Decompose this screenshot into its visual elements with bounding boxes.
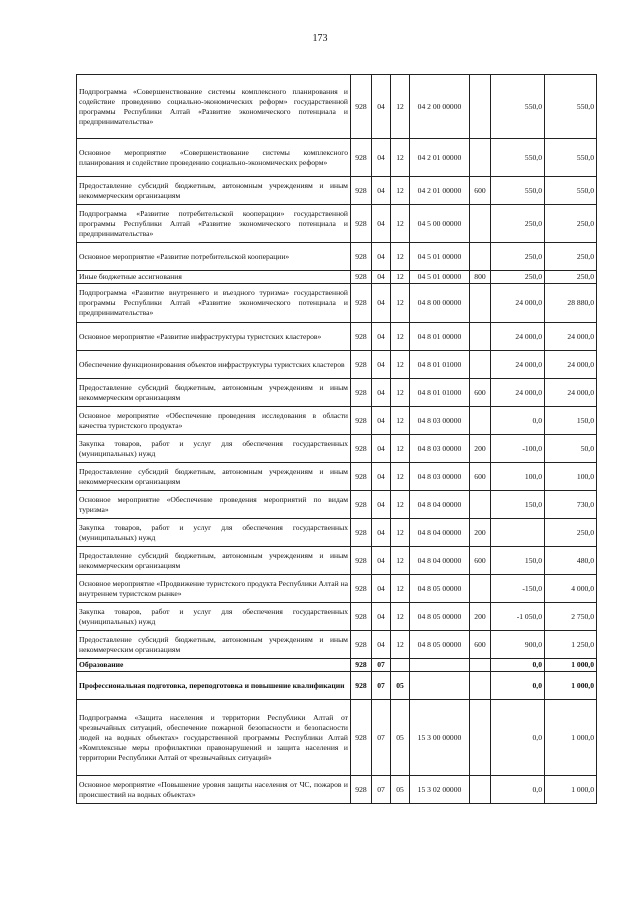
row-section-code: 04 bbox=[372, 75, 391, 139]
row-name: Предоставление субсидий бюджетным, автономным учреждениям и иным некоммерческим организациям bbox=[77, 177, 351, 205]
row-change-amount: 250,0 bbox=[491, 243, 545, 271]
row-expense-type bbox=[470, 323, 491, 351]
row-target-article: 04 8 04 00000 bbox=[410, 519, 470, 547]
table-row bbox=[77, 672, 597, 700]
budget-table bbox=[76, 74, 597, 804]
row-subsection-code: 12 bbox=[391, 243, 410, 271]
row-total-amount: 550,0 bbox=[545, 75, 597, 139]
row-subsection-code: 12 bbox=[391, 603, 410, 631]
row-target-article: 04 8 00 00000 bbox=[410, 284, 470, 323]
row-name: Профессиональная подготовка, переподготовка и повышение квалификации bbox=[77, 672, 351, 700]
row-change-amount: 150,0 bbox=[491, 491, 545, 519]
row-total-amount: 150,0 bbox=[545, 407, 597, 435]
table-row bbox=[77, 463, 597, 491]
row-target-article: 15 3 00 00000 bbox=[410, 700, 470, 776]
row-subsection-code: 12 bbox=[391, 379, 410, 407]
row-expense-type bbox=[470, 243, 491, 271]
table-row bbox=[77, 547, 597, 575]
row-subsection-code: 12 bbox=[391, 575, 410, 603]
row-gr-code: 928 bbox=[351, 672, 372, 700]
row-section-code: 04 bbox=[372, 205, 391, 243]
row-subsection-code: 12 bbox=[391, 351, 410, 379]
row-change-amount: -100,0 bbox=[491, 435, 545, 463]
row-total-amount: 1 000,0 bbox=[545, 776, 597, 804]
row-total-amount: 480,0 bbox=[545, 547, 597, 575]
row-section-code: 04 bbox=[372, 491, 391, 519]
row-name: Подпрограмма «Совершенствование системы комплексного планирования и содействие проведению социально-экономических реформ» государственной программы Республики Алтай «Развитие экономического потенциала и предпринимательства» bbox=[77, 75, 351, 139]
row-change-amount: 250,0 bbox=[491, 271, 545, 284]
table-row bbox=[77, 700, 597, 776]
table-row bbox=[77, 75, 597, 139]
row-expense-type bbox=[470, 351, 491, 379]
row-section-code: 04 bbox=[372, 139, 391, 177]
row-total-amount: 730,0 bbox=[545, 491, 597, 519]
row-expense-type: 600 bbox=[470, 631, 491, 659]
row-total-amount: 28 880,0 bbox=[545, 284, 597, 323]
row-target-article: 04 2 01 00000 bbox=[410, 139, 470, 177]
table-row bbox=[77, 631, 597, 659]
row-subsection-code: 05 bbox=[391, 776, 410, 804]
row-name: Основное мероприятие «Обеспечение проведения исследования в области качества туристского продукта» bbox=[77, 407, 351, 435]
row-change-amount: 0,0 bbox=[491, 672, 545, 700]
row-gr-code: 928 bbox=[351, 575, 372, 603]
table-row bbox=[77, 177, 597, 205]
row-target-article: 04 5 00 00000 bbox=[410, 205, 470, 243]
row-target-article: 04 8 03 00000 bbox=[410, 463, 470, 491]
row-total-amount: 250,0 bbox=[545, 205, 597, 243]
table-row bbox=[77, 519, 597, 547]
row-gr-code: 928 bbox=[351, 351, 372, 379]
row-expense-type bbox=[470, 659, 491, 672]
row-gr-code: 928 bbox=[351, 205, 372, 243]
row-name: Подпрограмма «Развитие потребительской кооперации» государственной программы Республики Алтай «Развитие экономического потенциала и предпринимательства» bbox=[77, 205, 351, 243]
row-section-code: 04 bbox=[372, 284, 391, 323]
row-subsection-code: 12 bbox=[391, 139, 410, 177]
row-change-amount: 550,0 bbox=[491, 177, 545, 205]
table-row bbox=[77, 323, 597, 351]
table-row bbox=[77, 351, 597, 379]
row-section-code: 04 bbox=[372, 323, 391, 351]
row-expense-type: 800 bbox=[470, 271, 491, 284]
row-subsection-code: 12 bbox=[391, 75, 410, 139]
row-gr-code: 928 bbox=[351, 776, 372, 804]
row-target-article: 04 8 04 00000 bbox=[410, 547, 470, 575]
row-total-amount: 24 000,0 bbox=[545, 351, 597, 379]
row-total-amount: 250,0 bbox=[545, 271, 597, 284]
row-section-code: 04 bbox=[372, 519, 391, 547]
row-section-code: 04 bbox=[372, 463, 391, 491]
row-subsection-code: 12 bbox=[391, 284, 410, 323]
row-subsection-code: 12 bbox=[391, 491, 410, 519]
row-target-article: 04 8 04 00000 bbox=[410, 491, 470, 519]
row-subsection-code: 12 bbox=[391, 323, 410, 351]
row-target-article: 04 2 01 00000 bbox=[410, 177, 470, 205]
row-name: Предоставление субсидий бюджетным, автономным учреждениям и иным некоммерческим организациям bbox=[77, 631, 351, 659]
row-gr-code: 928 bbox=[351, 139, 372, 177]
row-gr-code: 928 bbox=[351, 323, 372, 351]
table-row bbox=[77, 407, 597, 435]
row-name: Основное мероприятие «Развитие инфраструктуры туристских кластеров» bbox=[77, 323, 351, 351]
row-subsection-code bbox=[391, 659, 410, 672]
row-total-amount: 24 000,0 bbox=[545, 379, 597, 407]
row-target-article: 04 8 01 00000 bbox=[410, 323, 470, 351]
row-section-code: 04 bbox=[372, 407, 391, 435]
row-change-amount: 100,0 bbox=[491, 463, 545, 491]
table-row bbox=[77, 491, 597, 519]
row-section-code: 04 bbox=[372, 351, 391, 379]
row-gr-code: 928 bbox=[351, 435, 372, 463]
row-section-code: 04 bbox=[372, 631, 391, 659]
row-expense-type bbox=[470, 139, 491, 177]
row-total-amount: 1 000,0 bbox=[545, 672, 597, 700]
row-expense-type bbox=[470, 284, 491, 323]
row-section-code: 04 bbox=[372, 177, 391, 205]
row-change-amount: 150,0 bbox=[491, 547, 545, 575]
row-change-amount: 24 000,0 bbox=[491, 351, 545, 379]
row-expense-type: 200 bbox=[470, 603, 491, 631]
table-row bbox=[77, 575, 597, 603]
row-total-amount: 4 000,0 bbox=[545, 575, 597, 603]
row-subsection-code: 12 bbox=[391, 177, 410, 205]
row-subsection-code: 12 bbox=[391, 519, 410, 547]
row-change-amount: 550,0 bbox=[491, 75, 545, 139]
row-expense-type: 600 bbox=[470, 547, 491, 575]
row-change-amount: -1 050,0 bbox=[491, 603, 545, 631]
row-gr-code: 928 bbox=[351, 519, 372, 547]
row-gr-code: 928 bbox=[351, 700, 372, 776]
row-total-amount: 250,0 bbox=[545, 243, 597, 271]
row-change-amount: 24 000,0 bbox=[491, 323, 545, 351]
row-change-amount bbox=[491, 519, 545, 547]
row-target-article: 04 8 01 01000 bbox=[410, 379, 470, 407]
row-section-code: 04 bbox=[372, 243, 391, 271]
page-number: 173 bbox=[312, 33, 328, 44]
row-section-code: 04 bbox=[372, 575, 391, 603]
row-change-amount: 250,0 bbox=[491, 205, 545, 243]
row-gr-code: 928 bbox=[351, 379, 372, 407]
table-row bbox=[77, 284, 597, 323]
row-total-amount: 2 750,0 bbox=[545, 603, 597, 631]
row-expense-type: 600 bbox=[470, 177, 491, 205]
row-section-code: 07 bbox=[372, 672, 391, 700]
row-total-amount: 100,0 bbox=[545, 463, 597, 491]
row-gr-code: 928 bbox=[351, 547, 372, 575]
row-expense-type bbox=[470, 205, 491, 243]
row-name: Предоставление субсидий бюджетным, автономным учреждениям и иным некоммерческим организациям bbox=[77, 379, 351, 407]
row-target-article bbox=[410, 672, 470, 700]
row-target-article: 04 5 01 00000 bbox=[410, 271, 470, 284]
row-name: Основное мероприятие «Обеспечение проведения мероприятий по видам туризма» bbox=[77, 491, 351, 519]
row-change-amount: 900,0 bbox=[491, 631, 545, 659]
row-expense-type bbox=[470, 700, 491, 776]
row-section-code: 04 bbox=[372, 435, 391, 463]
row-name: Образование bbox=[77, 659, 351, 672]
row-change-amount: 24 000,0 bbox=[491, 379, 545, 407]
row-gr-code: 928 bbox=[351, 463, 372, 491]
row-name: Закупка товаров, работ и услуг для обеспечения государственных (муниципальных) нужд bbox=[77, 519, 351, 547]
row-subsection-code: 12 bbox=[391, 435, 410, 463]
row-subsection-code: 12 bbox=[391, 547, 410, 575]
row-expense-type: 600 bbox=[470, 463, 491, 491]
row-name: Предоставление субсидий бюджетным, автономным учреждениям и иным некоммерческим организациям bbox=[77, 547, 351, 575]
row-name: Обеспечение функционирования объектов инфраструктуры туристских кластеров bbox=[77, 351, 351, 379]
row-expense-type: 600 bbox=[470, 379, 491, 407]
row-section-code: 07 bbox=[372, 659, 391, 672]
row-name: Подпрограмма «Развитие внутреннего и въездного туризма» государственной программы Республики Алтай «Развитие экономического потенциала и предпринимательства» bbox=[77, 284, 351, 323]
row-name: Подпрограмма «Защита населения и территории Республики Алтай от чрезвычайных ситуаций, обеспечение пожарной безопасности и безопасности людей на водных объектах» государственной программы Республики Алтай «Комплексные меры профилактики правонарушений и защита населения и территории Республики Алтай от чрезвычайных ситуаций» bbox=[77, 700, 351, 776]
row-target-article: 04 2 00 00000 bbox=[410, 75, 470, 139]
row-gr-code: 928 bbox=[351, 243, 372, 271]
row-name: Основное мероприятие «Совершенствование системы комплексного планирования и содействие проведению социально-экономических реформ» bbox=[77, 139, 351, 177]
row-expense-type: 200 bbox=[470, 519, 491, 547]
row-section-code: 07 bbox=[372, 700, 391, 776]
row-section-code: 04 bbox=[372, 603, 391, 631]
row-target-article: 04 5 01 00000 bbox=[410, 243, 470, 271]
table-row bbox=[77, 379, 597, 407]
row-change-amount: 550,0 bbox=[491, 139, 545, 177]
row-expense-type bbox=[470, 491, 491, 519]
row-gr-code: 928 bbox=[351, 284, 372, 323]
row-target-article: 04 8 05 00000 bbox=[410, 603, 470, 631]
row-change-amount: 0,0 bbox=[491, 407, 545, 435]
row-gr-code: 928 bbox=[351, 75, 372, 139]
row-target-article: 15 3 02 00000 bbox=[410, 776, 470, 804]
row-subsection-code: 12 bbox=[391, 463, 410, 491]
row-subsection-code: 05 bbox=[391, 672, 410, 700]
row-target-article: 04 8 01 01000 bbox=[410, 351, 470, 379]
table-row bbox=[77, 603, 597, 631]
row-target-article: 04 8 03 00000 bbox=[410, 407, 470, 435]
row-subsection-code: 12 bbox=[391, 205, 410, 243]
row-gr-code: 928 bbox=[351, 177, 372, 205]
row-section-code: 07 bbox=[372, 776, 391, 804]
table-row bbox=[77, 271, 597, 284]
row-subsection-code: 12 bbox=[391, 407, 410, 435]
row-gr-code: 928 bbox=[351, 659, 372, 672]
row-change-amount: -150,0 bbox=[491, 575, 545, 603]
row-total-amount: 1 250,0 bbox=[545, 631, 597, 659]
table-row bbox=[77, 435, 597, 463]
row-subsection-code: 05 bbox=[391, 700, 410, 776]
row-subsection-code: 12 bbox=[391, 631, 410, 659]
row-total-amount: 50,0 bbox=[545, 435, 597, 463]
row-target-article: 04 8 05 00000 bbox=[410, 631, 470, 659]
row-name: Закупка товаров, работ и услуг для обеспечения государственных (муниципальных) нужд bbox=[77, 435, 351, 463]
row-target-article: 04 8 03 00000 bbox=[410, 435, 470, 463]
table-row bbox=[77, 659, 597, 672]
row-gr-code: 928 bbox=[351, 603, 372, 631]
row-subsection-code: 12 bbox=[391, 271, 410, 284]
row-total-amount: 250,0 bbox=[545, 519, 597, 547]
table-row bbox=[77, 243, 597, 271]
row-expense-type bbox=[470, 575, 491, 603]
row-target-article bbox=[410, 659, 470, 672]
row-name: Основное мероприятие «Развитие потребительской кооперации» bbox=[77, 243, 351, 271]
row-name: Иные бюджетные ассигнования bbox=[77, 271, 351, 284]
table-row bbox=[77, 139, 597, 177]
row-section-code: 04 bbox=[372, 379, 391, 407]
row-section-code: 04 bbox=[372, 547, 391, 575]
table-row bbox=[77, 776, 597, 804]
row-name: Основное мероприятие «Повышение уровня защиты населения от ЧС, пожаров и происшествий на водных объектах» bbox=[77, 776, 351, 804]
row-total-amount: 24 000,0 bbox=[545, 323, 597, 351]
table-row bbox=[77, 205, 597, 243]
row-total-amount: 1 000,0 bbox=[545, 700, 597, 776]
row-change-amount: 0,0 bbox=[491, 776, 545, 804]
row-total-amount: 1 000,0 bbox=[545, 659, 597, 672]
row-gr-code: 928 bbox=[351, 407, 372, 435]
row-gr-code: 928 bbox=[351, 491, 372, 519]
row-name: Основное мероприятие «Продвижение туристского продукта Республики Алтай на внутреннем туристском рынке» bbox=[77, 575, 351, 603]
row-change-amount: 0,0 bbox=[491, 659, 545, 672]
row-gr-code: 928 bbox=[351, 631, 372, 659]
row-total-amount: 550,0 bbox=[545, 177, 597, 205]
row-expense-type bbox=[470, 672, 491, 700]
row-expense-type: 200 bbox=[470, 435, 491, 463]
row-name: Предоставление субсидий бюджетным, автономным учреждениям и иным некоммерческим организациям bbox=[77, 463, 351, 491]
row-target-article: 04 8 05 00000 bbox=[410, 575, 470, 603]
row-total-amount: 550,0 bbox=[545, 139, 597, 177]
row-expense-type bbox=[470, 407, 491, 435]
row-name: Закупка товаров, работ и услуг для обеспечения государственных (муниципальных) нужд bbox=[77, 603, 351, 631]
row-section-code: 04 bbox=[372, 271, 391, 284]
row-change-amount: 0,0 bbox=[491, 700, 545, 776]
row-expense-type bbox=[470, 776, 491, 804]
row-change-amount: 24 000,0 bbox=[491, 284, 545, 323]
row-expense-type bbox=[470, 75, 491, 139]
row-gr-code: 928 bbox=[351, 271, 372, 284]
